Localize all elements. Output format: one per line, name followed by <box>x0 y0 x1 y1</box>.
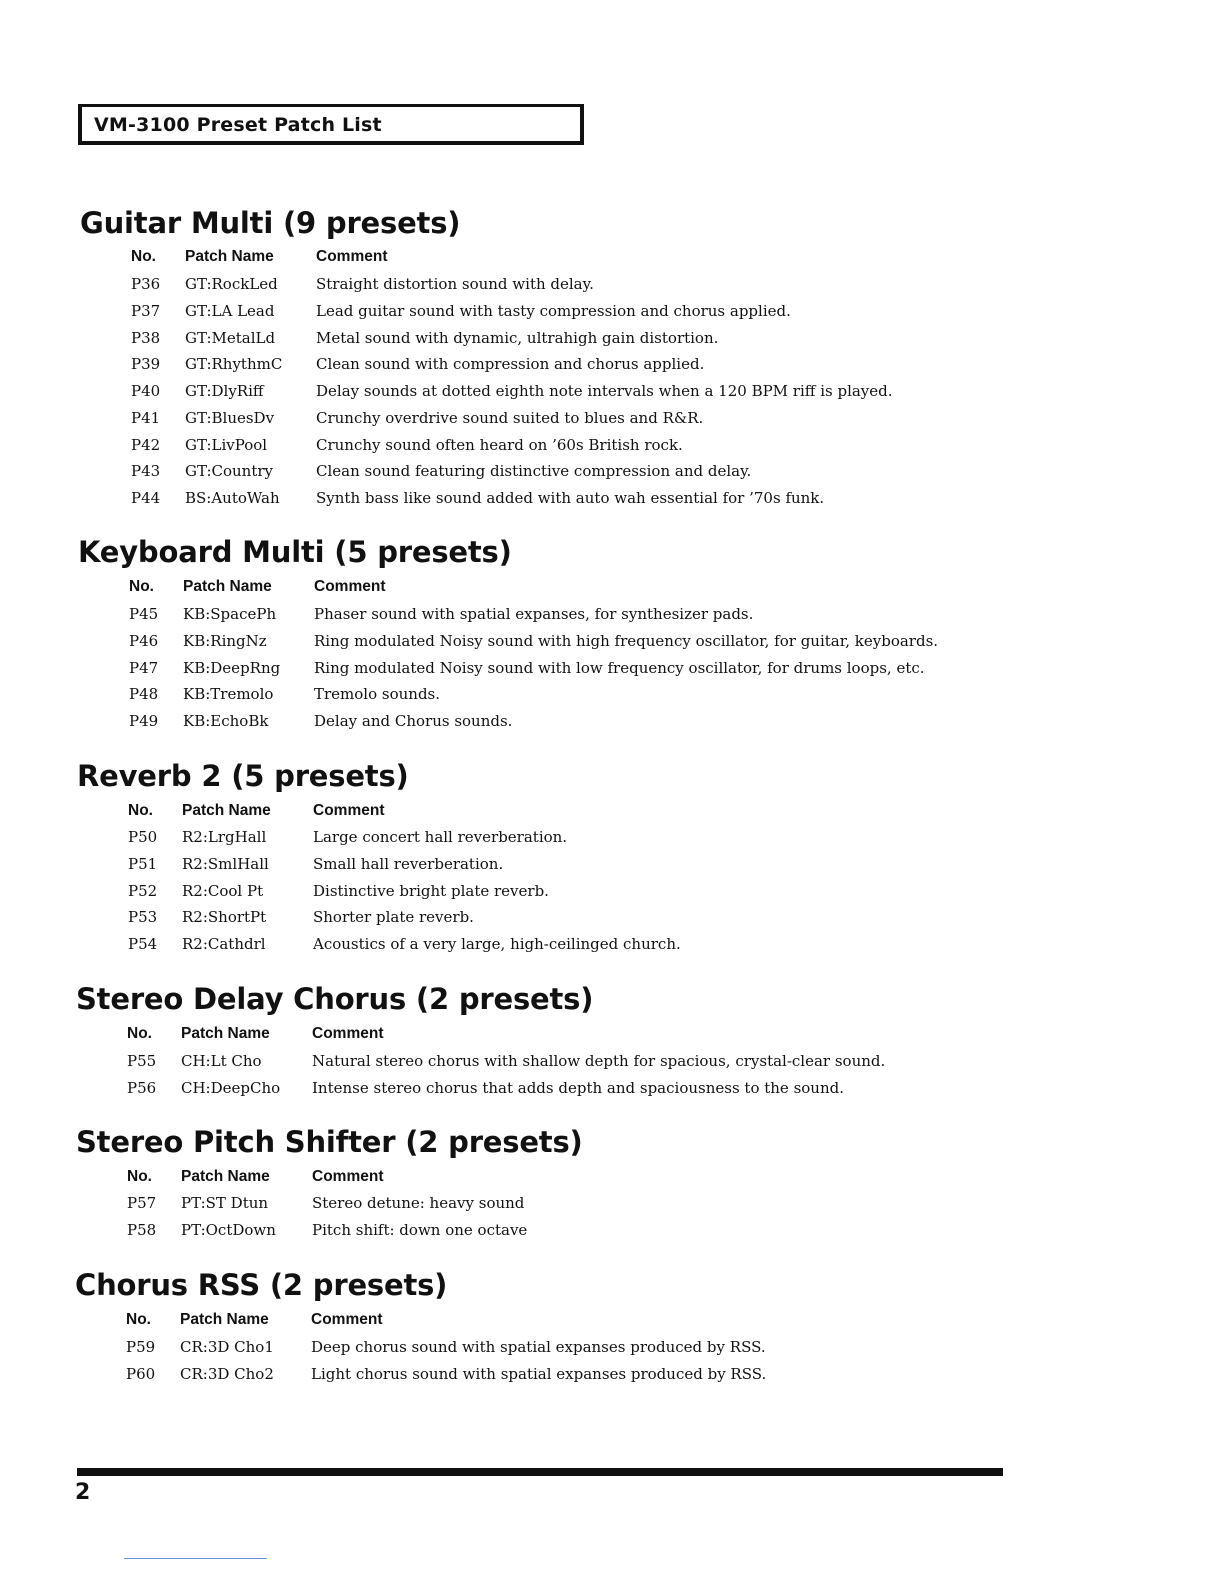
patch-name: GT:BluesDv <box>185 408 275 427</box>
column-header-no: No. <box>131 248 156 265</box>
patch-comment: Crunchy sound often heard on ’60s British rock. <box>316 435 683 454</box>
page-number: 2 <box>75 1480 91 1505</box>
column-header-comment: Comment <box>312 1025 384 1042</box>
patch-comment: Shorter plate reverb. <box>313 908 474 927</box>
column-header-comment: Comment <box>314 578 386 595</box>
column-header-comment: Comment <box>316 248 388 265</box>
section-title: Chorus RSS (2 presets) <box>75 1268 448 1302</box>
patch-name: R2:ShortPt <box>182 908 267 927</box>
patch-name: R2:SmlHall <box>182 854 269 873</box>
patch-comment: Ring modulated Noisy sound with low frequency oscillator, for drums loops, etc. <box>314 658 925 677</box>
patch-name: BS:AutoWah <box>185 489 280 507</box>
column-header-comment: Comment <box>311 1311 383 1328</box>
patch-number: P48 <box>129 685 159 704</box>
patch-name: CR:3D Cho2 <box>180 1365 274 1383</box>
patch-number: P38 <box>131 328 161 347</box>
section-title: Reverb 2 (5 presets) <box>77 759 409 793</box>
patch-comment: Light chorus sound with spatial expanses produced by RSS. <box>311 1365 767 1383</box>
patch-name: GT:LA Lead <box>185 301 275 320</box>
section-title: Guitar Multi (9 presets) <box>80 206 461 240</box>
page-header-title: VM-3100 Preset Patch List <box>94 114 382 136</box>
patch-number: P56 <box>127 1079 157 1097</box>
patch-number: P50 <box>128 828 158 846</box>
section-title: Stereo Delay Chorus (2 presets) <box>76 982 594 1016</box>
patch-name: GT:MetalLd <box>185 328 276 347</box>
patch-comment: Synth bass like sound added with auto wah essential for ’70s funk. <box>316 489 825 507</box>
patch-number: P59 <box>126 1338 156 1356</box>
patch-comment: Natural stereo chorus with shallow depth for spacious, crystal-clear sound. <box>312 1052 886 1070</box>
patch-name: KB:SpacePh <box>183 605 277 623</box>
patch-comment: Phaser sound with spatial expanses, for synthesizer pads. <box>314 605 754 623</box>
patch-number: P55 <box>127 1052 157 1070</box>
patch-number: P40 <box>131 382 161 400</box>
patch-comment: Tremolo sounds. <box>314 685 441 704</box>
scan-artifact-line <box>124 1558 267 1559</box>
patch-number: P43 <box>131 462 161 481</box>
column-header-patch-name: Patch Name <box>181 1025 270 1042</box>
page-header-box <box>78 104 584 145</box>
patch-number: P49 <box>129 712 159 730</box>
patch-name: CR:3D Cho1 <box>180 1338 274 1356</box>
patch-name: KB:Tremolo <box>183 685 274 704</box>
patch-name: GT:RockLed <box>185 275 278 293</box>
footer-rule <box>77 1468 1003 1476</box>
patch-comment: Straight distortion sound with delay. <box>316 275 594 293</box>
column-header-patch-name: Patch Name <box>185 248 274 265</box>
column-header-comment: Comment <box>312 1168 384 1185</box>
patch-name: R2:Cool Pt <box>182 881 264 900</box>
patch-comment: Acoustics of a very large, high-ceilinged church. <box>313 935 681 953</box>
patch-name: GT:RhythmC <box>185 355 283 374</box>
column-header-patch-name: Patch Name <box>182 802 271 819</box>
patch-number: P37 <box>131 301 161 320</box>
column-header-no: No. <box>129 578 154 595</box>
patch-number: P54 <box>128 935 158 953</box>
patch-number: P39 <box>131 355 161 374</box>
patch-number: P36 <box>131 275 161 293</box>
section-title: Keyboard Multi (5 presets) <box>78 535 512 569</box>
column-header-no: No. <box>128 802 153 819</box>
patch-name: GT:Country <box>185 462 274 481</box>
patch-name: R2:LrgHall <box>182 828 267 846</box>
column-header-patch-name: Patch Name <box>181 1168 270 1185</box>
patch-number: P47 <box>129 658 159 677</box>
patch-number: P57 <box>127 1194 157 1212</box>
column-header-patch-name: Patch Name <box>180 1311 269 1328</box>
patch-comment: Crunchy overdrive sound suited to blues and R&R. <box>316 408 704 427</box>
patch-comment: Clean sound featuring distinctive compression and delay. <box>316 462 752 481</box>
patch-name: KB:RingNz <box>183 631 267 650</box>
patch-comment: Stereo detune: heavy sound <box>312 1194 525 1212</box>
patch-name: R2:Cathdrl <box>182 935 266 953</box>
patch-comment: Distinctive bright plate reverb. <box>313 881 549 900</box>
patch-number: P44 <box>131 489 161 507</box>
column-header-comment: Comment <box>313 802 385 819</box>
patch-comment: Small hall reverberation. <box>313 854 504 873</box>
patch-comment: Pitch shift: down one octave <box>312 1221 528 1239</box>
patch-number: P52 <box>128 881 158 900</box>
patch-name: PT:ST Dtun <box>181 1194 269 1212</box>
patch-number: P41 <box>131 408 161 427</box>
patch-number: P51 <box>128 854 158 873</box>
patch-comment: Ring modulated Noisy sound with high frequency oscillator, for guitar, keyboards. <box>314 631 939 650</box>
column-header-no: No. <box>127 1025 152 1042</box>
patch-name: GT:DlyRiff <box>185 382 264 400</box>
patch-name: GT:LivPool <box>185 435 268 454</box>
patch-number: P46 <box>129 631 159 650</box>
patch-comment: Intense stereo chorus that adds depth and spaciousness to the sound. <box>312 1079 844 1097</box>
patch-comment: Delay and Chorus sounds. <box>314 712 513 730</box>
patch-number: P60 <box>126 1365 156 1383</box>
patch-comment: Clean sound with compression and chorus applied. <box>316 355 705 374</box>
patch-comment: Large concert hall reverberation. <box>313 828 568 846</box>
patch-number: P45 <box>129 605 159 623</box>
patch-name: CH:DeepCho <box>181 1079 281 1097</box>
patch-name: PT:OctDown <box>181 1221 276 1239</box>
patch-comment: Lead guitar sound with tasty compression and chorus applied. <box>316 301 791 320</box>
patch-number: P42 <box>131 435 161 454</box>
patch-comment: Delay sounds at dotted eighth note intervals when a 120 BPM riff is played. <box>316 382 893 400</box>
patch-number: P58 <box>127 1221 157 1239</box>
patch-comment: Deep chorus sound with spatial expanses produced by RSS. <box>311 1338 766 1356</box>
column-header-no: No. <box>126 1311 151 1328</box>
column-header-patch-name: Patch Name <box>183 578 272 595</box>
patch-comment: Metal sound with dynamic, ultrahigh gain distortion. <box>316 328 719 347</box>
column-header-no: No. <box>127 1168 152 1185</box>
patch-name: KB:EchoBk <box>183 712 269 730</box>
patch-name: CH:Lt Cho <box>181 1052 262 1070</box>
patch-number: P53 <box>128 908 158 927</box>
section-title: Stereo Pitch Shifter (2 presets) <box>76 1125 583 1159</box>
patch-name: KB:DeepRng <box>183 658 281 677</box>
